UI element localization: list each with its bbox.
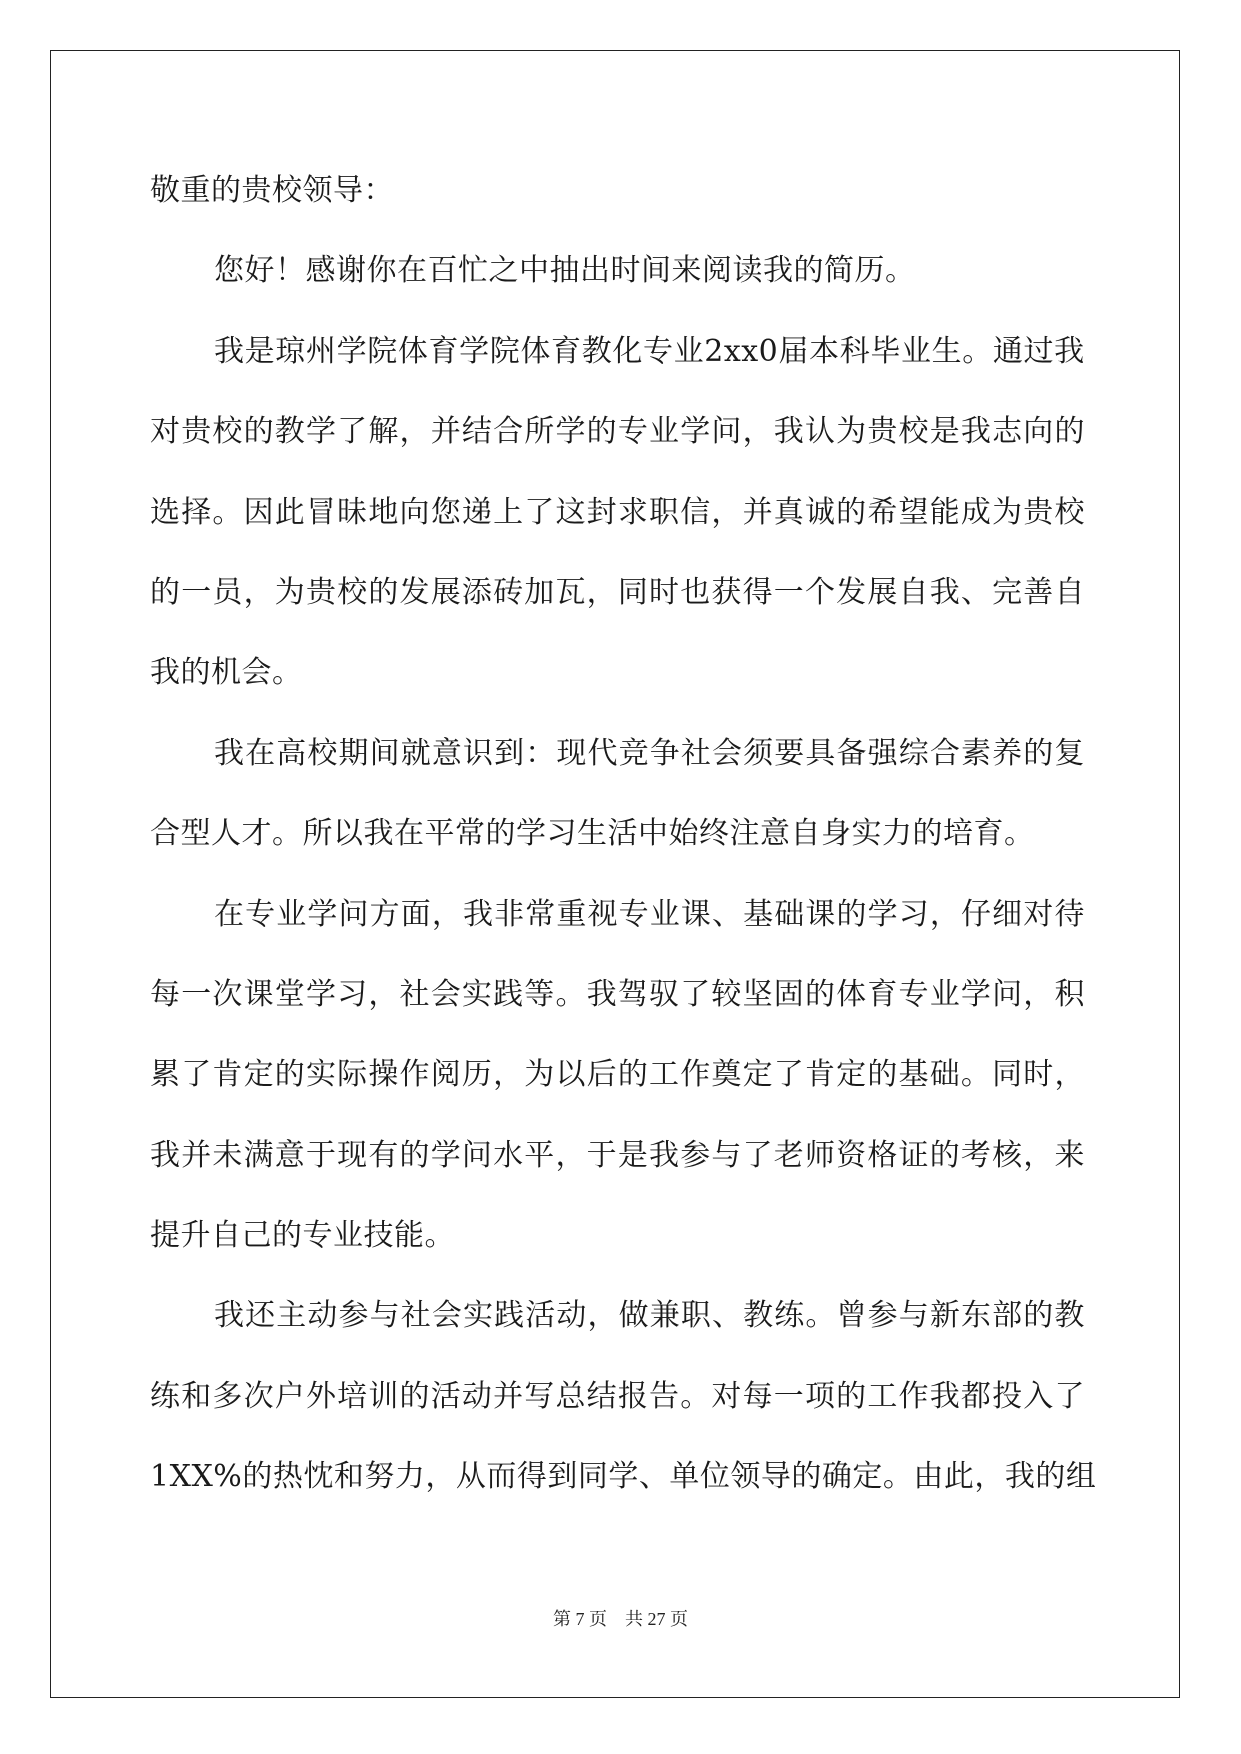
text-line: 在 专 业 学 问 方 面 ， 我 非 常 重 视 专 业 课 、 基 础 课 的 学 习 ， 仔 细 对 待: [214, 896, 1085, 932]
text-line: 提升自己的专业技能。: [150, 1218, 455, 1254]
text-line: 每 一 次 课 堂 学 习 ， 社 会 实 践 等 。 我 驾 驭 了 较 坚 固 的 体 育 专 业 学 问 ， 积: [150, 976, 1085, 1012]
text-line: 对 贵 校 的 教 学 了 解 ， 并 结 合 所 学 的 专 业 学 问 ， 我 认 为 贵 校 是 我 志 向 的: [150, 414, 1085, 450]
text-line: 我 在 高 校 期 间 就 意 识 到 ： 现 代 竞 争 社 会 须 要 具 备 强 综 合 素 养 的 复: [214, 735, 1085, 771]
text-line: 我的机会。: [150, 655, 303, 691]
text-line: 我 是 琼 州 学 院 体 育 学 院 体 育 教 化 专 业 2xx0 届 本 科 毕 业 生 。 通 过 我: [214, 333, 1085, 369]
text-line: 敬重的贵校领导：: [150, 173, 394, 208]
text-line: 练 和 多 次 户 外 培 训 的 活 动 并 写 总 结 报 告 。 对 每 一 项 的 工 作 我 都 投 入 了: [150, 1378, 1085, 1414]
text-line: 我 并 未 满 意 于 现 有 的 学 问 水 平 ， 于 是 我 参 与 了 老 师 资 格 证 的 考 核 ， 来: [150, 1137, 1085, 1173]
text-line: 我 还 主 动 参 与 社 会 实 践 活 动 ， 做 兼 职 、 教 练 。 曾 参 与 新 东 部 的 教: [214, 1298, 1085, 1334]
text-line: 您好！感谢你在百忙之中抽出时间来阅读我的简历。: [214, 253, 916, 289]
text-line: 的 一 员 ， 为 贵 校 的 发 展 添 砖 加 瓦 ， 同 时 也 获 得 一 个 发 展 自 我 、 完 善 自: [150, 574, 1085, 610]
page-footer: 第 7 页 共 27 页: [553, 1609, 688, 1629]
text-line: 合型人才。所以我在平常的学习生活中始终注意自身实力的培育。: [150, 816, 1035, 852]
text-line: 累 了 肯 定 的 实 际 操 作 阅 历 ， 为 以 后 的 工 作 奠 定 了 肯 定 的 基 础 。 同 时 ，: [150, 1057, 1085, 1093]
text-line: 选 择 。 因 此 冒 昧 地 向 您 递 上 了 这 封 求 职 信 ， 并 真 诚 的 希 望 能 成 为 贵 校: [150, 494, 1085, 530]
text-line: 1XX% 的 热 忱 和 努 力 ， 从 而 得 到 同 学 、 单 位 领 导 的 确 定 。 由 此 ， 我 的 组: [150, 1459, 1097, 1495]
letter-body: [150, 165, 1097, 1532]
